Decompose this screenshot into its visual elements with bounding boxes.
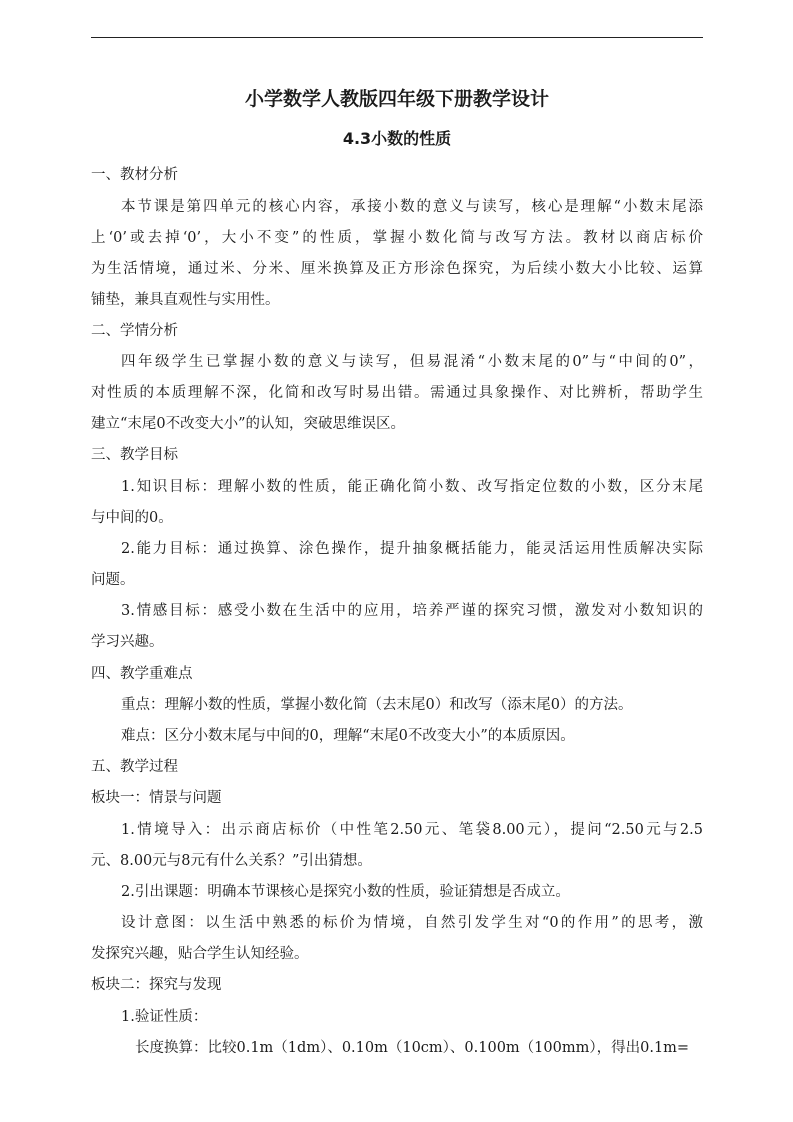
paragraph-line: 元、8.00元与8元有什么关系？”引出猜想。	[91, 853, 372, 869]
paragraph-line: 建立“末尾0不改变大小”的认知，突破思维误区。	[91, 416, 406, 432]
paragraph-line: 1.知识目标：理解小数的性质，能正确化简小数、改写指定位数的小数，区分末尾	[121, 479, 703, 495]
subsection-heading: 板块二：探究与发现	[91, 977, 222, 993]
section-heading-material-analysis: 一、教材分析	[91, 167, 178, 183]
document-title: 小学数学人教版四年级下册教学设计	[244, 88, 549, 110]
paragraph-line: 学习兴趣。	[91, 634, 164, 650]
paragraph-line: 2.引出课题：明确本节课核心是探究小数的性质，验证猜想是否成立。	[121, 884, 570, 900]
paragraph-line: 长度换算：比较0.1m（1dm）、0.10m（10cm）、0.100m（100mm），得出0.1m=	[135, 1040, 690, 1056]
paragraph-line: 四年级学生已掌握小数的意义与读写，但易混淆“小数末尾的0”与“中间的0”，	[121, 354, 703, 370]
paragraph-line: 1.情境导入：出示商店标价（中性笔2.50元、笔袋8.00元），提问“2.50元与2.5	[121, 822, 703, 838]
document-subtitle: 4.3小数的性质	[342, 129, 452, 148]
paragraph-line: 铺垫，兼具直观性与实用性。	[91, 292, 280, 308]
paragraph-line: 2.能力目标：通过换算、涂色操作，提升抽象概括能力，能灵活运用性质解决实际	[121, 541, 703, 557]
paragraph-line: 对性质的本质理解不深，化简和改写时易出错。需通过具象操作、对比辨析，帮助学生	[91, 385, 703, 401]
paragraph-line: 上‘0’或去掉‘0’，大小不变”的性质，掌握小数化简与改写方法。教材以商店标价	[91, 230, 703, 246]
section-heading-process: 五、教学过程	[91, 759, 178, 775]
paragraph-line: 本节课是第四单元的核心内容，承接小数的意义与读写，核心是理解“小数末尾添	[121, 199, 703, 215]
section-heading-key-points: 四、教学重难点	[91, 666, 193, 682]
section-heading-objectives: 三、教学目标	[91, 447, 178, 463]
subsection-heading: 板块一：情景与问题	[91, 790, 222, 806]
paragraph-line: 为生活情境，通过米、分米、厘米换算及正方形涂色探究，为后续小数大小比较、运算	[91, 261, 703, 277]
paragraph-line: 3.情感目标：感受小数在生活中的应用，培养严谨的探究习惯，激发对小数知识的	[121, 603, 703, 619]
paragraph-line: 设计意图：以生活中熟悉的标价为情境，自然引发学生对“0的作用”的思考，激	[121, 915, 703, 931]
paragraph-line: 1.验证性质：	[121, 1009, 208, 1025]
paragraph-line: 与中间的0。	[91, 510, 173, 526]
paragraph-line: 发探究兴趣，贴合学生认知经验。	[91, 946, 309, 962]
section-heading-student-analysis: 二、学情分析	[91, 323, 178, 339]
paragraph-line: 问题。	[91, 572, 135, 588]
paragraph-line: 难点：区分小数末尾与中间的0，理解“末尾0不改变大小”的本质原因。	[121, 728, 575, 744]
header-rule	[91, 37, 703, 38]
paragraph-line: 重点：理解小数的性质，掌握小数化简（去末尾0）和改写（添末尾0）的方法。	[121, 697, 633, 713]
